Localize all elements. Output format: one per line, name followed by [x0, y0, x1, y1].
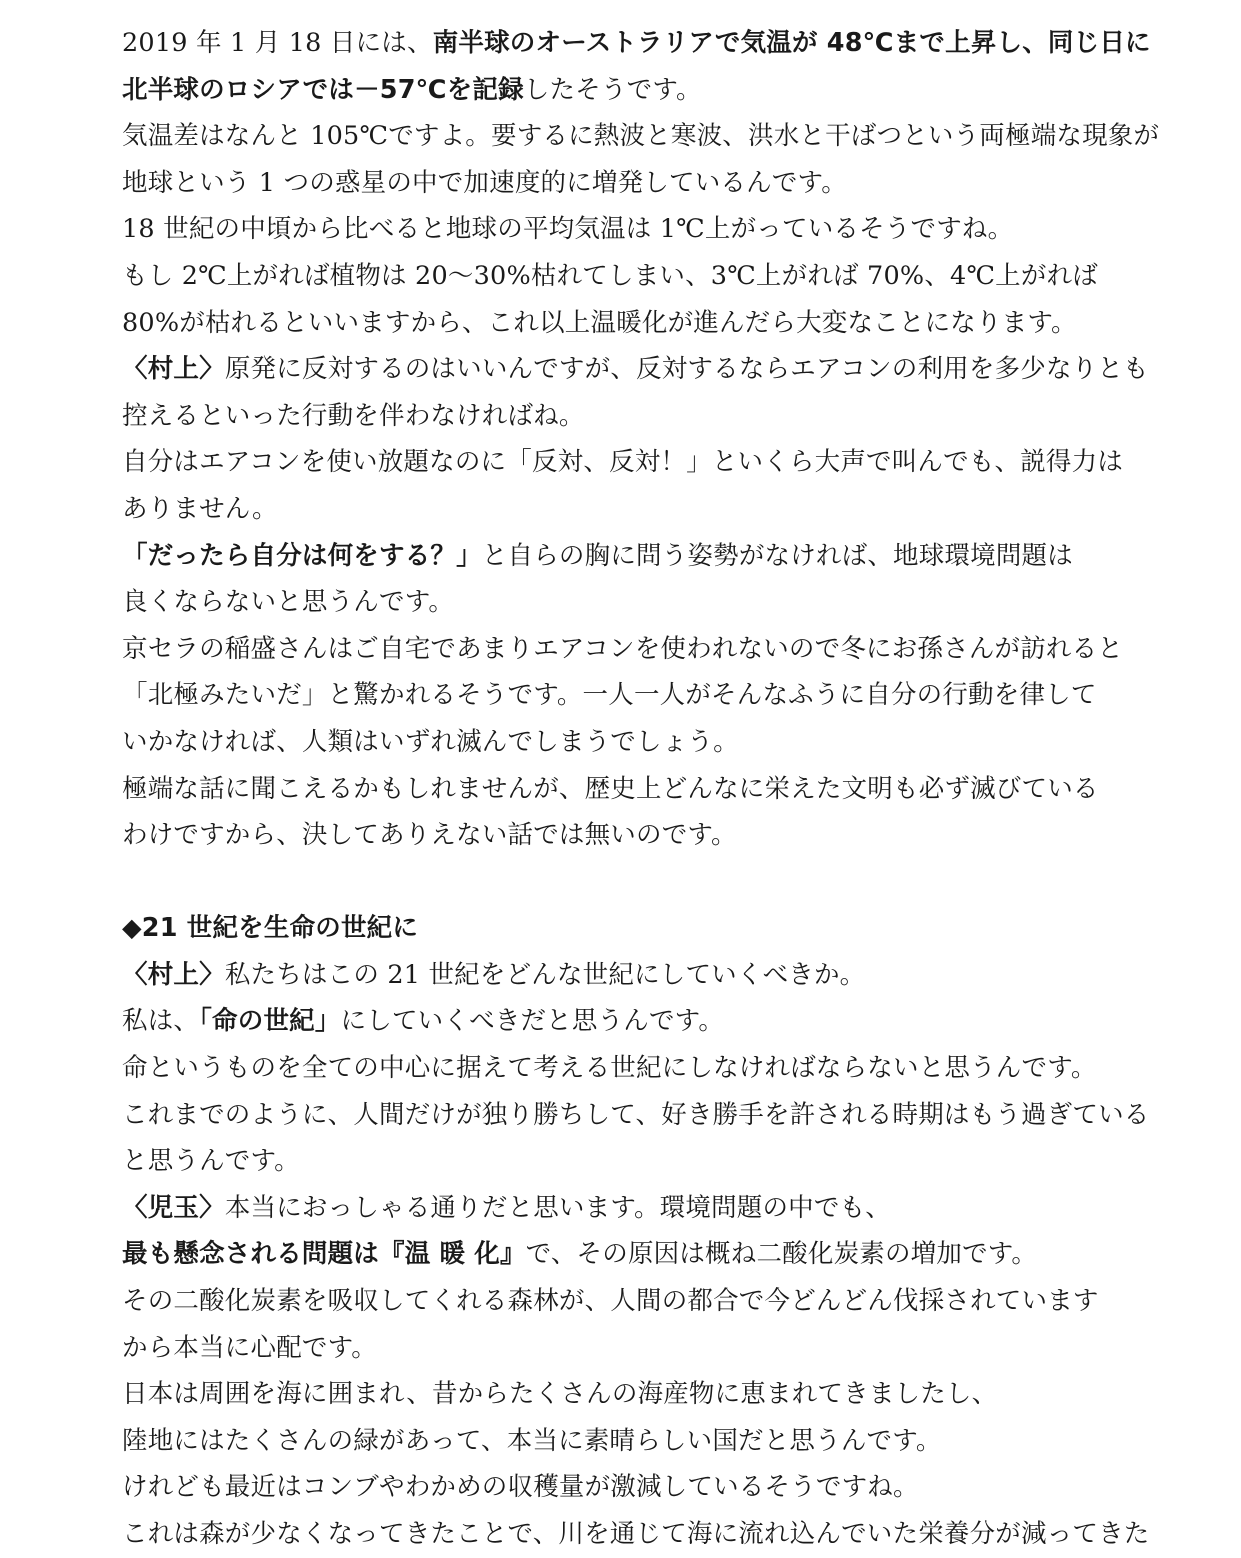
text-segment: もし 2℃上がれば植物は 20～30%枯れてしまい、3℃上がれば 70%、4℃上がれば: [122, 260, 1098, 291]
text-segment: と自らの胸に問う姿勢がなければ、地球環境問題は: [481, 540, 1073, 571]
text-segment: これは森が少なくなってきたことで、川を通じて海に流れ込んでいた栄養分が減ってきた: [122, 1519, 1150, 1549]
text-segment: 自分はエアコンを使い放題なのに「反対、反対！」といくら大声で叫んでも、説得力は: [122, 447, 1124, 478]
text-line: [122, 812, 1132, 859]
text-segment: 地球という 1 つの惑星の中で加速度的に増発しているんです。: [122, 167, 847, 198]
text-segment: 陸地にはたくさんの緑があって、本当に素晴らしい国だと思うんです。: [122, 1425, 942, 1456]
text-line: [122, 1092, 1150, 1139]
text-segment: から本当に心配です。: [122, 1332, 377, 1363]
bold-text-segment: 〈児玉〉: [122, 1192, 225, 1223]
text-segment: わけですから、決してありえない話では無いのです。: [122, 820, 737, 851]
text-segment: したそうです。: [523, 74, 702, 105]
text-line: [122, 719, 1132, 766]
text-line: [122, 300, 1132, 347]
text-segment: 80%が枯れるといいますから、これ以上温暖化が進んだら大変なことになります。: [122, 307, 1077, 338]
text-line: [122, 905, 1132, 952]
text-line: [122, 1464, 1132, 1511]
text-line: [122, 486, 1132, 533]
text-segment: 京セラの稲盛さんはご自宅であまりエアコンを使われないので冬にお孫さんが訪れると: [122, 633, 1124, 664]
text-line: [122, 579, 1132, 626]
text-line: [122, 1231, 1132, 1278]
text-segment: 私は、: [122, 1006, 200, 1037]
text-segment: これまでのように、人間だけが独り勝ちして、好き勝手を許される時期はもう過ぎている: [122, 1099, 1150, 1130]
text-line: [122, 1185, 1132, 1232]
text-segment: 18 世紀の中頃から比べると地球の平均気温は 1℃上がっているそうですね。: [122, 214, 1014, 245]
text-segment: 気温差はなんと 105℃ですよ。要するに熱波と寒波、洪水と干ばつという両極端な現象が: [122, 121, 1160, 152]
bold-text-segment: 最も懸念される問題は『温 暖 化』: [122, 1239, 526, 1270]
text-line: [122, 952, 1132, 999]
bold-text-segment: 北半球のロシアでは－57℃を記録: [122, 74, 524, 105]
bold-text-segment: 南半球のオーストラリアで気温が 48℃まで上昇し、同じ日に: [432, 28, 1151, 58]
text-segment: 本当におっしゃる通りだと思います。環境問題の中でも、: [224, 1192, 891, 1223]
text-segment: けれども最近はコンブやわかめの収穫量が激減しているそうですね。: [122, 1472, 919, 1503]
text-line: [122, 1138, 1132, 1185]
text-line: [122, 113, 1160, 160]
text-line: [122, 206, 1132, 253]
text-line: [122, 672, 1132, 719]
text-line: [122, 1325, 1132, 1372]
text-segment: 私たちはこの 21 世紀をどんな世紀にしていくべきか。: [224, 959, 866, 990]
text-line: [122, 160, 1132, 207]
text-line: [122, 1371, 1132, 1418]
text-line: [122, 1511, 1150, 1558]
text-line: [122, 998, 1132, 1045]
text-line: [122, 1418, 1132, 1465]
document-body: [122, 20, 1160, 1558]
text-line: [122, 393, 1132, 440]
text-line: [122, 766, 1132, 813]
bold-text-segment: 「だったら自分は何をする？」: [122, 540, 482, 571]
text-segment: 原発に反対するのはいいんですが、反対するならエアコンの利用を多少なりとも: [224, 354, 1149, 385]
text-segment: 「北極みたいだ」と驚かれるそうです。一人一人がそんなふうに自分の行動を律して: [122, 680, 1097, 711]
text-segment: いかなければ、人類はいずれ滅んでしまうでしょう。: [122, 726, 739, 757]
text-line: [122, 20, 1151, 67]
text-line: [122, 253, 1132, 300]
text-segment: 日本は周囲を海に囲まれ、昔からたくさんの海産物に恵まれてきましたし、: [122, 1379, 998, 1410]
blank-line: [122, 859, 1132, 906]
text-line: [122, 67, 1132, 114]
bold-text-segment: 〈村上〉: [122, 959, 225, 990]
text-line: [122, 533, 1132, 580]
text-segment: 控えるといった行動を伴わなければね。: [122, 400, 585, 431]
text-segment: 命というものを全ての中心に据えて考える世紀にしなければならないと思うんです。: [122, 1053, 1097, 1084]
text-segment: 2019 年 1 月 18 日には、: [122, 28, 433, 58]
text-segment: その二酸化炭素を吸収してくれる森林が、人間の都合で今どんどん伐採されています: [122, 1286, 1099, 1317]
bold-text-segment: 〈村上〉: [122, 354, 225, 385]
bold-text-segment: ◆21 世紀を生命の世紀に: [122, 913, 419, 944]
text-segment: 極端な話に聞こえるかもしれませんが、歴史上どんなに栄えた文明も必ず滅びている: [122, 773, 1099, 804]
text-line: [122, 1278, 1132, 1325]
text-line: [122, 1045, 1132, 1092]
text-segment: にしていくべきだと思うんです。: [340, 1006, 725, 1037]
text-segment: と思うんです。: [122, 1146, 300, 1177]
text-segment: 良くならないと思うんです。: [122, 587, 455, 618]
bold-text-segment: 「命の世紀」: [199, 1006, 341, 1037]
text-line: [122, 346, 1149, 393]
text-line: [122, 439, 1132, 486]
text-line: [122, 626, 1132, 673]
text-segment: で、その原因は概ね二酸化炭素の増加です。: [525, 1239, 1038, 1270]
text-segment: ありません。: [122, 493, 278, 524]
